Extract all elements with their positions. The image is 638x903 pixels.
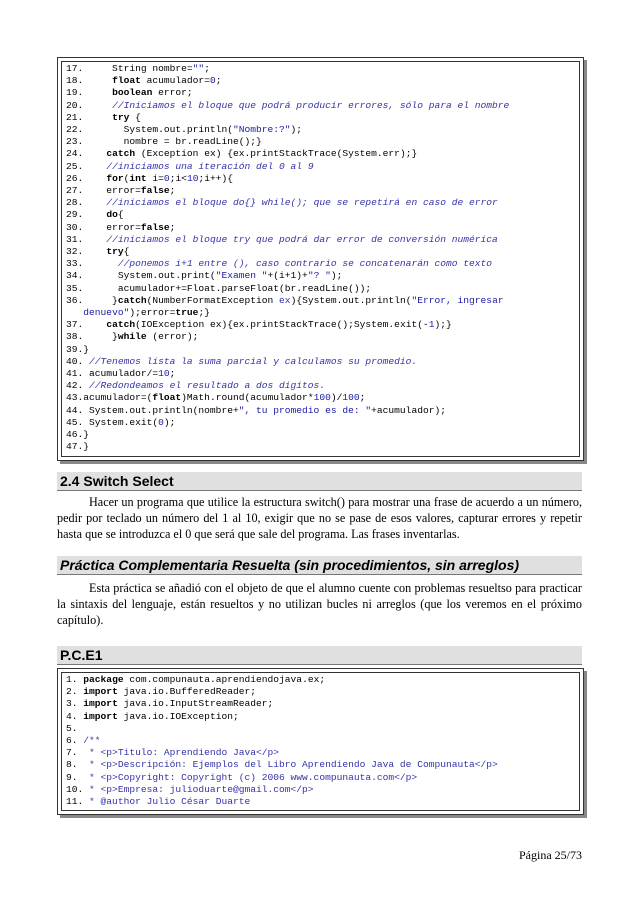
code-line [66,246,575,258]
code-token: false [140,221,170,233]
code-token: //iniciamos una iteración del 0 al 9 [106,160,314,172]
code-listing-pce1-body [61,672,580,811]
code-token: 3. [66,698,84,710]
code-listing-main [57,57,584,461]
code-token: 43.acumulador=( [66,392,153,404]
code-token: ", tu promedio es de: " [238,404,372,416]
code-token: ; [204,63,210,74]
code-line [66,319,575,331]
code-line [66,674,575,686]
code-token: 33. [66,258,118,270]
code-token: com.compunauta.aprendiendojava.ex; [123,674,326,685]
code-token: +(i+1)+ [267,270,308,282]
code-token: 10 [186,172,199,184]
code-token: 38. } [66,331,118,343]
code-token: (NumberFormatException [146,294,280,306]
code-token: 42. [66,380,90,392]
code-listing-pce1 [57,668,584,815]
code-token: );error= [129,307,176,319]
code-token: 6. [66,735,84,747]
code-token: 8. [66,759,90,771]
code-token: 24. [66,148,107,160]
code-token: i= [146,172,164,184]
code-line [66,222,575,234]
code-token: * <p>Empresa: julioduarte@gmail.com</p> [89,783,314,795]
page-number: Página 25/73 [519,848,582,862]
code-token: ;i++){ [198,172,234,184]
code-token: ; [169,185,176,197]
code-token: "" [192,63,205,74]
code-token: 39.} [66,343,90,355]
code-token: 29. [66,209,107,221]
code-token: import [83,686,118,698]
code-token: while [117,331,147,343]
code-token: java.io.IOException; [117,710,239,722]
code-token: error; [152,87,193,99]
code-token: false [140,185,170,197]
code-token: 46.} [66,429,90,441]
code-line [66,173,575,185]
code-line [66,148,575,160]
code-line [66,136,575,148]
code-token: 25. [66,160,107,172]
code-line [66,161,575,173]
code-token: 36. } [66,294,118,306]
code-token [66,307,83,318]
code-token: float [112,75,141,87]
code-token: * <p>Copyright: Copyright (c) 2006 www.compunauta.com</p> [89,771,418,783]
code-token: 10 [158,368,170,380]
code-token: ); [290,124,303,136]
code-token: 32. [66,246,107,258]
code-token: 28. [66,197,107,209]
code-line [66,735,575,747]
code-token: ( [123,172,130,184]
code-token: do [106,209,118,221]
code-token: 31. [66,233,107,245]
code-token: * <p>Descripción: Ejemplos del Libro Aprendiendo Java de Compunauta</p> [89,759,498,771]
code-token: );} [434,319,452,331]
code-token: * <p>Titulo: Aprendiendo Java</p> [89,747,280,759]
code-token: ); [330,270,343,282]
code-token: 17. String nombre= [66,63,193,74]
code-line [66,698,575,710]
code-line [66,63,575,75]
section-paragraph-practica-complementaria: Esta práctica se añadió con el objeto de que el alumno cuente con problemas resueltso para practicar la sintaxis del lenguaje, están resueltos y no utilizan bucles ni arreglos (que los veremos en el próximo capítulo). [57,581,582,627]
code-token: 7. [66,747,90,759]
code-token: int [129,172,147,184]
code-token: "Nombre:?" [232,124,291,136]
code-line [66,392,575,404]
code-token: (Exception ex) {ex.printStackTrace(System.err);} [135,148,418,160]
code-token: { [129,111,141,123]
code-token: "Error, ingresar [411,294,504,306]
section-heading-pce1: P.C.E1 [57,646,582,665]
code-line [66,344,575,356]
code-line [66,100,575,112]
code-token: 10. [66,783,90,795]
code-token: "? " [307,270,331,282]
code-token: //Redondeamos el resultado a dos digitos. [89,380,326,392]
code-token: 41. acumulador/= [66,368,159,380]
code-line [66,405,575,417]
code-token: ;i< [169,172,187,184]
code-token: 4. [66,710,84,722]
code-token: 0 [163,172,170,184]
code-token: //iniciamos el bloque do{} while(); que se repetirá en caso de error [106,197,498,209]
code-token: catch [106,319,136,331]
code-line [66,772,575,784]
code-line [66,87,575,99]
code-token: 47.} [66,441,90,453]
code-token: 1 [428,319,435,331]
code-token: "Examen " [215,270,268,282]
code-line [66,686,575,698]
section-heading-practica-complementaria: Práctica Complementaria Resuelta (sin procedimientos, sin arreglos) [57,556,582,575]
code-token: 20. [66,99,113,111]
code-token: catch [117,294,147,306]
code-line [66,441,575,453]
code-token: 34. System.out.print( [66,270,216,282]
code-line [66,75,575,87]
code-token: ex [279,294,291,306]
code-token: 35. acumulador+=Float.parseFloat(br.readLine()); [66,282,372,294]
code-line [66,711,575,723]
code-line [66,747,575,759]
code-line [66,258,575,270]
code-token: 40. [66,355,90,367]
code-token: 21. [66,111,113,123]
code-line [66,429,575,441]
code-token: 100 [313,392,331,404]
code-line [66,270,575,282]
code-token: )Math.round(acumulador* [181,392,314,404]
code-token: //ponemos i+1 entre (), caso contrario se concatenarán como texto [117,258,493,270]
code-token: ); [163,416,176,428]
code-token: 0 [158,416,164,428]
code-token: )/ [330,392,343,404]
code-token: float [152,392,182,404]
code-token: 9. [66,771,90,783]
code-token: for [106,172,124,184]
code-token: 26. [66,172,107,184]
code-line [66,295,575,307]
code-token: 100 [342,392,360,404]
code-token: package [83,674,124,685]
code-token: 22. System.out.println( [66,124,233,136]
code-token: { [123,246,130,258]
code-token: 2. [66,686,84,698]
code-line [66,796,575,808]
code-line [66,380,575,392]
code-token: denuevo" [83,307,130,319]
code-token: ; [169,368,176,380]
code-token: //iniciamos el bloque try que podrá dar error de conversión numérica [106,233,498,245]
code-token: 11. [66,796,90,808]
code-token: //Iniciamos el bloque que podrá producir errores, sólo para el nombre [112,99,510,111]
code-line [66,759,575,771]
code-token: 27. error= [66,185,141,197]
code-token: * @author Julio César Duarte [89,796,251,808]
code-token: catch [106,148,136,160]
code-line [66,185,575,197]
code-token: 44. System.out.println(nombre+ [66,404,239,416]
code-line [66,356,575,368]
code-line [66,307,575,319]
code-token: 23. nombre = br.readLine();} [66,136,262,148]
code-token: (IOException ex){ex.printStackTrace();System.exit(- [135,319,429,331]
code-line [66,197,575,209]
code-line [66,417,575,429]
code-token: 30. error= [66,221,141,233]
code-token: ; [169,221,176,233]
code-line [66,331,575,343]
code-token: try [112,111,130,123]
code-token: true [175,307,199,319]
code-line [66,283,575,295]
code-line [66,723,575,735]
code-token: //Tenemos lista la suma parcial y calculamos su promedio. [89,355,418,367]
code-token: import [83,698,118,710]
section-heading-switch-select: 2.4 Switch Select [57,472,582,491]
code-token: /** [83,735,101,747]
code-token: try [106,246,124,258]
code-token: ; [215,75,222,87]
code-token: ){System.out.println( [290,294,412,306]
code-token: ; [359,392,366,404]
code-line [66,234,575,246]
code-token: java.io.BufferedReader; [117,686,257,698]
code-token: acumulador= [140,75,210,87]
code-line [66,112,575,124]
code-token: 18. [66,75,113,87]
section-paragraph-switch-select: Hacer un programa que utilice la estructura switch() para mostrar una frase de acuerdo a un número, pedir por teclado un número del 1 al 10, exigir que no se pase de esos valores, capturar errores y repetir hasta que se introduzca el 0 que será que sale del programa. Las frases inventarlas. [57,495,582,541]
code-token: boolean [112,87,153,99]
code-token: 1. [66,674,84,685]
code-token: 37. [66,319,107,331]
code-token: ;} [198,307,210,319]
code-token: (error); [146,331,199,343]
code-token: 5. [66,722,78,734]
code-token: 19. [66,87,113,99]
code-listing-main-body [61,61,580,457]
code-token: { [117,209,124,221]
code-token: 0 [209,75,216,87]
code-line [66,368,575,380]
code-token: import [83,710,118,722]
code-line [66,784,575,796]
code-line [66,124,575,136]
code-token: +acumulador); [371,404,446,416]
code-token: java.io.InputStreamReader; [117,698,274,710]
code-token: 45. System.exit( [66,416,159,428]
code-line [66,209,575,221]
